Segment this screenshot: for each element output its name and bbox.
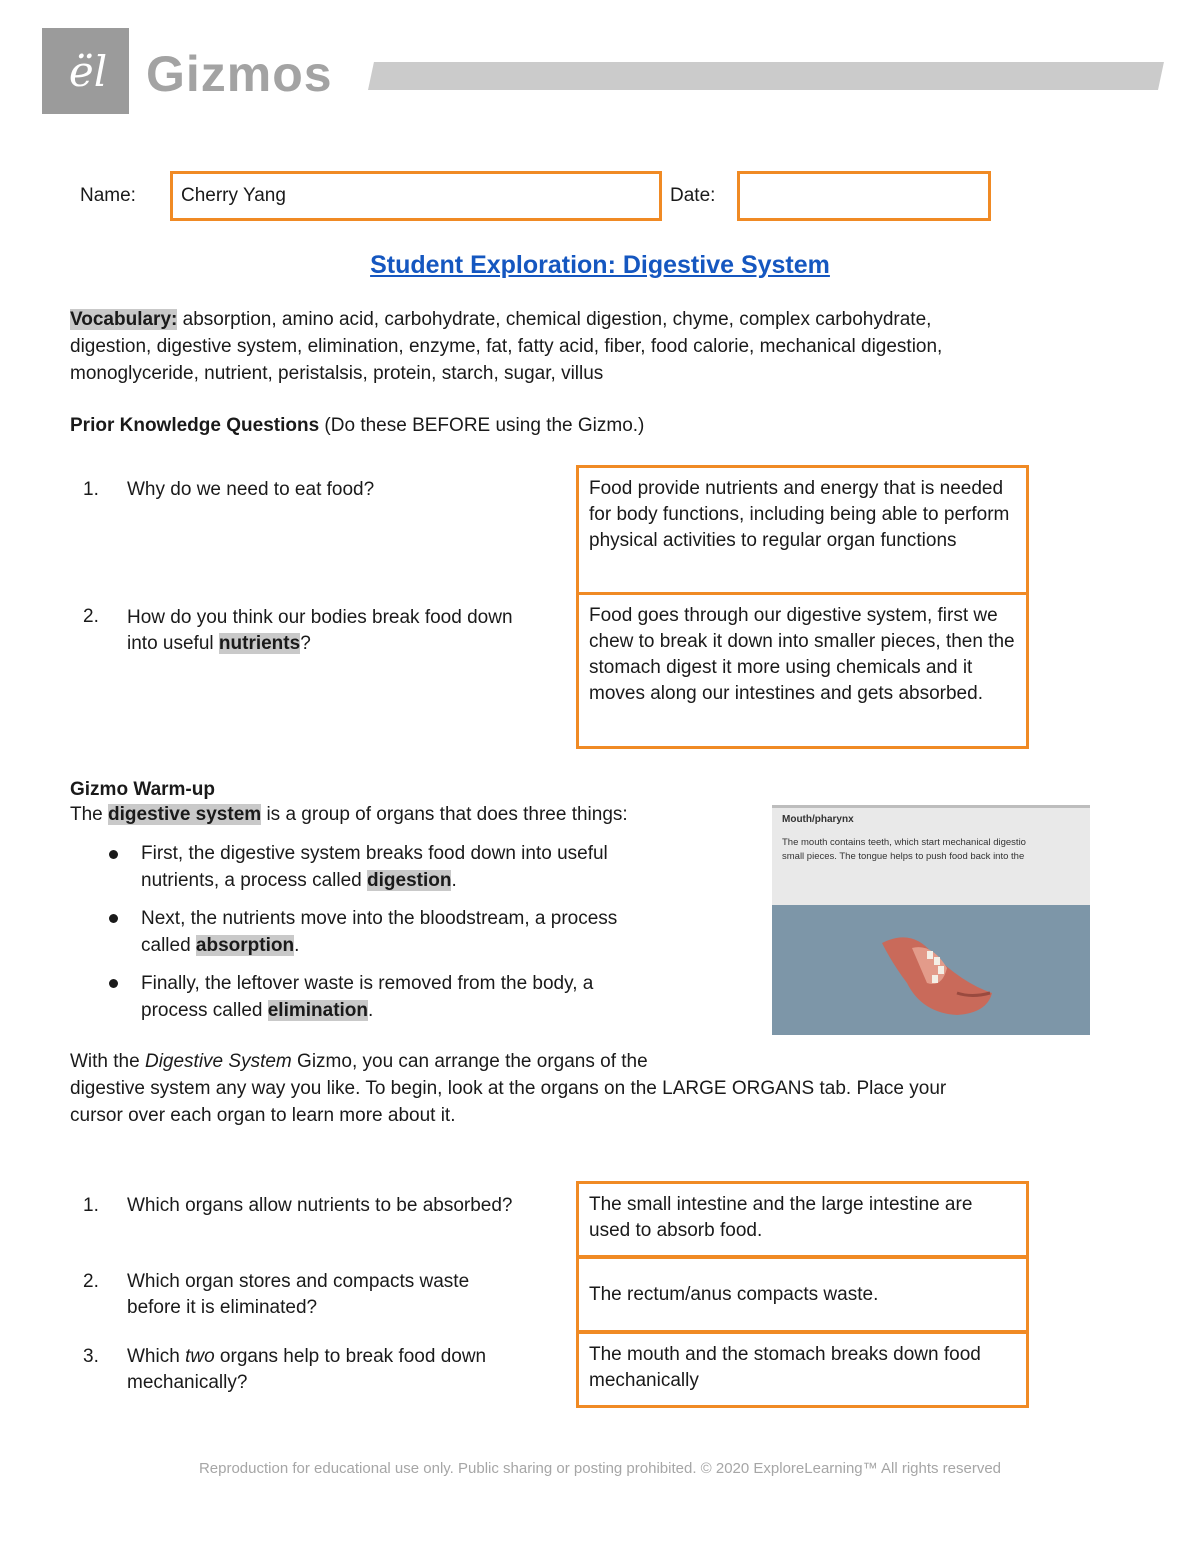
question-number: 1.	[83, 1195, 99, 1216]
question-number: 3.	[83, 1346, 99, 1367]
bullet-line: Next, the nutrients move into the bloodstream, a process	[141, 908, 618, 929]
vocabulary-line: monoglyceride, nutrient, peristalsis, protein, starch, sugar, villus	[70, 363, 604, 384]
bullet-item	[141, 905, 741, 959]
instruction-text: With the	[70, 1051, 145, 1072]
gizmo-line: The mouth contains teeth, which start mechanical digestio	[782, 837, 1026, 848]
answer-box[interactable]: The mouth and the stomach breaks down food mechanically	[576, 1331, 1029, 1408]
question-line: How do you think our bodies break food down	[127, 607, 513, 628]
footer-copyright: Reproduction for educational use only. Public sharing or posting prohibited. © 2020 ExploreLearning™ All rights reserved	[198, 1460, 1002, 1477]
vocabulary-line: digestion, digestive system, elimination, enzyme, fat, fatty acid, fiber, food calorie, mechanical digestion,	[70, 336, 943, 357]
highlighted-term: elimination	[267, 1000, 369, 1021]
warmup-heading: Gizmo Warm-up	[70, 779, 215, 800]
vocabulary-label: Vocabulary:	[70, 309, 178, 330]
bullet-line: First, the digestive system breaks food down into useful	[141, 843, 608, 864]
bullet-line: nutrients, a process called	[141, 870, 368, 891]
explorelearning-logo-icon: ël	[68, 47, 108, 96]
bullet-icon	[109, 850, 118, 859]
question-text	[127, 1269, 572, 1321]
highlighted-term: absorption	[195, 935, 295, 956]
header-bar	[368, 62, 1164, 90]
name-label: Name:	[80, 185, 136, 206]
question-number: 1.	[83, 479, 99, 500]
highlighted-term: digestion	[367, 870, 452, 891]
bullet-icon	[109, 914, 118, 923]
section-note: (Do these BEFORE using the Gizmo.)	[319, 415, 645, 436]
question-text: Why do we need to eat food?	[127, 479, 375, 500]
bullet-item	[141, 840, 741, 894]
bullet-icon	[109, 979, 118, 988]
answer-box[interactable]: The rectum/anus compacts waste.	[576, 1256, 1029, 1333]
gizmo-description	[782, 836, 1090, 864]
page-title: Student Exploration: Digestive System	[370, 251, 830, 279]
gizmo-line: small pieces. The tongue helps to push food back into the	[782, 851, 1025, 862]
brand-name: Gizmos	[146, 46, 333, 102]
name-field[interactable]: Cherry Yang	[170, 171, 662, 221]
highlighted-term: digestive system	[108, 804, 262, 825]
question-number: 2.	[83, 1271, 99, 1292]
question-number: 2.	[83, 606, 99, 627]
instruction-text: Gizmo, you can arrange the organs of the	[291, 1051, 648, 1072]
question-punct: ?	[300, 633, 311, 654]
gizmo-screenshot	[772, 805, 1090, 1035]
question-line: Which	[127, 1346, 186, 1367]
section-heading: Prior Knowledge Questions	[70, 415, 320, 436]
intro-text: The	[70, 804, 109, 825]
gizmo-heading: Mouth/pharynx	[782, 814, 854, 825]
question-line: mechanically?	[127, 1372, 248, 1393]
question-line: before it is eliminated?	[127, 1297, 318, 1318]
answer-box[interactable]: Food provide nutrients and energy that is needed for body functions, including being able to perform physical activities to regular organ functions	[576, 465, 1029, 595]
bullet-line: called	[141, 935, 196, 956]
date-field[interactable]	[737, 171, 991, 221]
warmup-intro	[70, 802, 750, 828]
question-text: Which organs allow nutrients to be absorbed?	[127, 1195, 513, 1216]
answer-box[interactable]: Food goes through our digestive system, first we chew to break it down into smaller pieces, then the stomach digest it more using chemicals and it moves along our intestines and gets absorbed.	[576, 592, 1029, 749]
bullet-punct: .	[451, 870, 457, 891]
bullet-item	[141, 970, 741, 1024]
bullet-punct: .	[294, 935, 300, 956]
mouth-organ-icon	[872, 923, 1002, 1023]
bullet-punct: .	[368, 1000, 374, 1021]
instruction-line: cursor over each organ to learn more about it.	[70, 1105, 456, 1126]
prior-knowledge-heading	[70, 412, 1080, 439]
gizmo-name: Digestive System	[144, 1051, 292, 1072]
question-line: organs help to break food down	[214, 1346, 487, 1367]
instruction-line: digestive system any way you like. To begin, look at the organs on the LARGE ORGANS tab. Place your	[70, 1078, 947, 1099]
bullet-line: Finally, the leftover waste is removed from the body, a	[141, 973, 594, 994]
bullet-line: process called	[141, 1000, 268, 1021]
question-text	[127, 605, 572, 657]
highlighted-term: nutrients	[218, 633, 301, 654]
answer-box[interactable]: The small intestine and the large intestine are used to absorb food.	[576, 1181, 1029, 1258]
date-label: Date:	[670, 185, 716, 206]
question-line: Which organ stores and compacts waste	[127, 1271, 470, 1292]
emphasis: two	[185, 1346, 215, 1367]
intro-text: is a group of organs that does three things:	[261, 804, 628, 825]
gizmo-instructions	[70, 1048, 1080, 1129]
question-text	[127, 1344, 572, 1396]
vocabulary-line: absorption, amino acid, carbohydrate, chemical digestion, chyme, complex carbohydrate,	[177, 309, 932, 330]
question-line: into useful	[127, 633, 219, 654]
vocabulary-paragraph	[70, 306, 1080, 387]
